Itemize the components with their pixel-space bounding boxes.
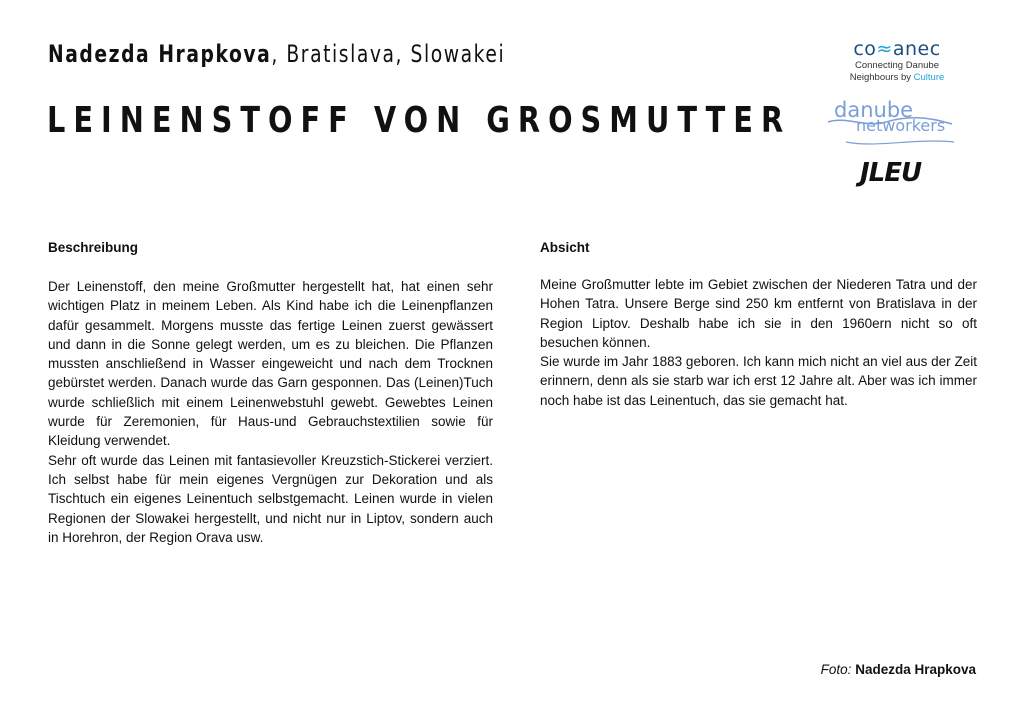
section-heading-beschreibung: Beschreibung xyxy=(48,240,139,255)
section-beschreibung xyxy=(48,240,493,547)
photo-credit-name: Nadezda Hrapkova xyxy=(855,662,976,677)
beschreibung-paragraph-2: Sehr oft wurde das Leinen mit fantasievoller Kreuzstich-Stickerei verziert. Ich selbst habe für mein eigenes Vergnügen zur Dekoration und als Tischtuch ein eigenes Leinentuch selbstgemacht. Leinen wurde in vielen Regionen der Slowakei hergestellt, und nicht nur in Liptov, sondern auch in Horehron, der Region Orava usw. xyxy=(48,452,493,545)
networkers-word: networkers xyxy=(856,116,946,135)
covanec-tagline-line1: Connecting Danube xyxy=(855,60,939,71)
danube-word: danube xyxy=(834,98,914,122)
page-title: LEINENSTOFF VON GROSMUTTER xyxy=(47,100,792,141)
danube-networkers-logo xyxy=(826,98,956,148)
section-heading-absicht: Absicht xyxy=(540,240,590,255)
section-absicht xyxy=(540,240,977,410)
jleu-logo: JLEU xyxy=(860,158,922,188)
beschreibung-paragraph-1: Der Leinenstoff, den meine Großmutter hergestellt hat, hat einen sehr wichtigen Platz in meinem Leben. Als Kind habe ich die Leinenpflanzen dafür gesammelt. Morgens musste das fertige Leinen zuerst gewässert und dann in die Sonne gelegt werden, um es zu bleichen. Die Pflanzen mussten anschließend in Wasser eingeweicht und nach dem Trocknen gebürstet werden. Danach wurde das Garn gesponnen. Das (Leinen)Tuch wurde schließlich mit einem Leinenwebstuhl gewebt. Gewebtes Leinen wurde für Zeremonien, für Haus-und Gebrauchstextilien sowie für Kleidung verwendet. xyxy=(48,279,493,449)
photo-credit xyxy=(821,662,976,677)
absicht-paragraph-2: Sie wurde im Jahr 1883 geboren. Ich kann mich nicht an viel aus der Zeit erinnern, denn als sie starb war ich erst 12 Jahre alt. Aber was ich immer noch habe ist das Leinentuch, das sie gemacht hat. xyxy=(540,354,977,408)
covanec-tagline-line2: Neighbours by Culture xyxy=(849,72,945,83)
covanec-logo xyxy=(842,38,952,84)
author-name: Nadezda Hrapkova xyxy=(48,40,272,68)
author-location: , Bratislava, Slowakei xyxy=(271,40,506,68)
covanec-wave-icon: ≈ xyxy=(876,38,893,60)
author-line xyxy=(48,40,505,68)
covanec-wordmark: co≈anec xyxy=(853,38,941,60)
absicht-paragraph-1: Meine Großmutter lebte im Gebiet zwischen der Niederen Tatra und der Hohen Tatra. Unsere Berge sind 250 km entfernt von Bratislava in der Region Liptov. Deshalb habe ich sie in den 1960ern nicht so oft besuchen können. xyxy=(540,277,977,350)
photo-credit-label: Foto: xyxy=(820,662,852,677)
